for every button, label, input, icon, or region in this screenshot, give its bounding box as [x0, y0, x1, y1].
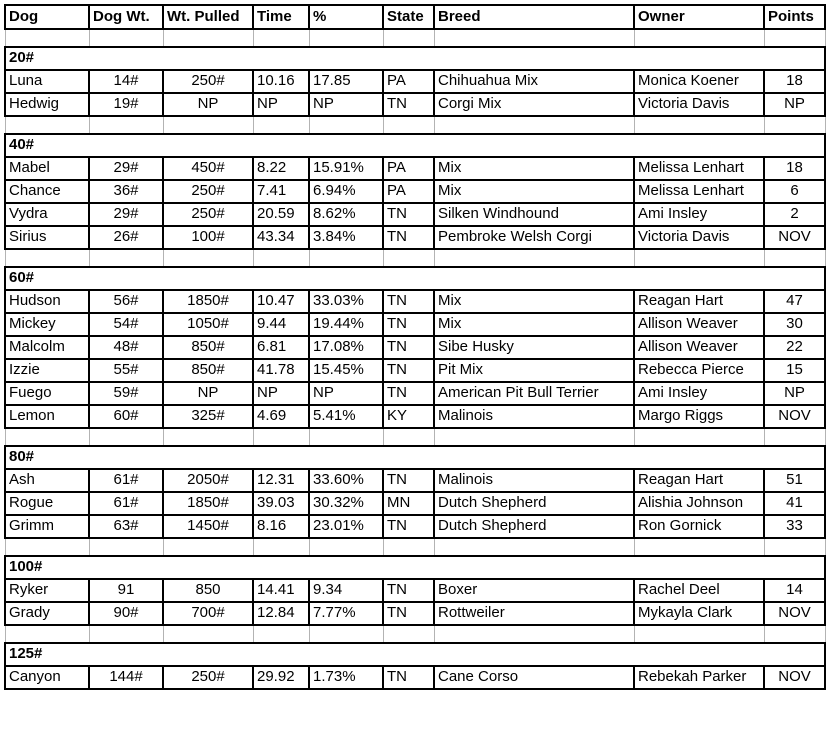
- table-row: [5, 93, 825, 116]
- spacer-cell: [89, 249, 163, 267]
- spacer-cell: [383, 538, 434, 556]
- table-cell: Ash: [5, 469, 89, 492]
- table-cell: Reagan Hart: [634, 290, 764, 313]
- spacer-cell: [383, 29, 434, 47]
- table-cell: Chance: [5, 180, 89, 203]
- table-cell: 9.44: [253, 313, 309, 336]
- spacer-cell: [5, 538, 89, 556]
- table-cell: NOV: [764, 666, 825, 689]
- spacer-cell: [5, 116, 89, 134]
- table-row: [5, 203, 825, 226]
- table-cell: 5.41%: [309, 405, 383, 428]
- table-cell: Victoria Davis: [634, 93, 764, 116]
- column-header-points: Points: [764, 5, 825, 29]
- spacer-cell: [634, 625, 764, 643]
- spacer-cell: [5, 625, 89, 643]
- table-cell: 250#: [163, 180, 253, 203]
- table-cell: Rebecca Pierce: [634, 359, 764, 382]
- table-cell: Sibe Husky: [434, 336, 634, 359]
- table-cell: NOV: [764, 602, 825, 625]
- table-cell: 15.91%: [309, 157, 383, 180]
- table-cell: Rogue: [5, 492, 89, 515]
- table-cell: 61#: [89, 469, 163, 492]
- table-cell: Monica Koener: [634, 70, 764, 93]
- weight-class-row: [5, 47, 825, 70]
- spacer-cell: [253, 625, 309, 643]
- table-cell: 7.41: [253, 180, 309, 203]
- spacer-cell: [634, 428, 764, 446]
- header-row: [5, 5, 825, 29]
- table-cell: 41: [764, 492, 825, 515]
- weight-class-row: [5, 556, 825, 579]
- table-cell: PA: [383, 180, 434, 203]
- weight-class-label: 125#: [5, 643, 825, 666]
- column-header-dog-weight: Dog Wt.: [89, 5, 163, 29]
- table-cell: 250#: [163, 666, 253, 689]
- spacer-cell: [163, 428, 253, 446]
- column-header-state: State: [383, 5, 434, 29]
- spacer-cell: [5, 428, 89, 446]
- results-table: [4, 4, 826, 690]
- table-cell: Rebekah Parker: [634, 666, 764, 689]
- weight-class-row: [5, 643, 825, 666]
- table-row: [5, 226, 825, 249]
- table-cell: 33.03%: [309, 290, 383, 313]
- table-row: [5, 405, 825, 428]
- table-cell: 2: [764, 203, 825, 226]
- table-cell: Melissa Lenhart: [634, 157, 764, 180]
- table-cell: Pembroke Welsh Corgi: [434, 226, 634, 249]
- spacer-cell: [309, 428, 383, 446]
- table-cell: 26#: [89, 226, 163, 249]
- table-row: [5, 157, 825, 180]
- table-cell: 19.44%: [309, 313, 383, 336]
- table-cell: 61#: [89, 492, 163, 515]
- spacer-cell: [634, 538, 764, 556]
- table-cell: 250#: [163, 70, 253, 93]
- spacer-row: [5, 428, 825, 446]
- table-cell: Victoria Davis: [634, 226, 764, 249]
- table-cell: 90#: [89, 602, 163, 625]
- table-cell: Canyon: [5, 666, 89, 689]
- spacer-cell: [309, 538, 383, 556]
- table-row: [5, 313, 825, 336]
- table-cell: Malinois: [434, 469, 634, 492]
- spacer-cell: [764, 29, 825, 47]
- table-cell: PA: [383, 70, 434, 93]
- table-cell: 450#: [163, 157, 253, 180]
- table-cell: 6.94%: [309, 180, 383, 203]
- spacer-cell: [309, 625, 383, 643]
- spacer-cell: [253, 428, 309, 446]
- table-cell: Chihuahua Mix: [434, 70, 634, 93]
- table-cell: 36#: [89, 180, 163, 203]
- table-cell: TN: [383, 226, 434, 249]
- table-row: [5, 579, 825, 602]
- spacer-cell: [89, 428, 163, 446]
- table-cell: 10.47: [253, 290, 309, 313]
- table-cell: Sirius: [5, 226, 89, 249]
- table-cell: Vydra: [5, 203, 89, 226]
- spacer-cell: [764, 538, 825, 556]
- spacer-row: [5, 29, 825, 47]
- spacer-cell: [163, 116, 253, 134]
- table-cell: TN: [383, 93, 434, 116]
- table-cell: Hedwig: [5, 93, 89, 116]
- table-cell: 43.34: [253, 226, 309, 249]
- table-cell: PA: [383, 157, 434, 180]
- spacer-cell: [253, 116, 309, 134]
- table-cell: 60#: [89, 405, 163, 428]
- weight-class-label: 40#: [5, 134, 825, 157]
- table-cell: TN: [383, 469, 434, 492]
- table-cell: 850#: [163, 359, 253, 382]
- table-cell: 33.60%: [309, 469, 383, 492]
- table-cell: MN: [383, 492, 434, 515]
- table-cell: 4.69: [253, 405, 309, 428]
- spacer-cell: [309, 29, 383, 47]
- table-cell: TN: [383, 290, 434, 313]
- spacer-cell: [383, 428, 434, 446]
- table-cell: Alishia Johnson: [634, 492, 764, 515]
- spacer-cell: [309, 116, 383, 134]
- table-cell: Cane Corso: [434, 666, 634, 689]
- table-cell: Mabel: [5, 157, 89, 180]
- results-table-body: [5, 29, 825, 689]
- weight-class-label: 60#: [5, 267, 825, 290]
- table-cell: Allison Weaver: [634, 336, 764, 359]
- table-cell: NP: [253, 382, 309, 405]
- table-cell: TN: [383, 203, 434, 226]
- spacer-cell: [634, 116, 764, 134]
- table-cell: Ryker: [5, 579, 89, 602]
- table-cell: 63#: [89, 515, 163, 538]
- table-cell: 8.62%: [309, 203, 383, 226]
- table-row: [5, 180, 825, 203]
- table-cell: Dutch Shepherd: [434, 492, 634, 515]
- table-cell: 325#: [163, 405, 253, 428]
- column-header-breed: Breed: [434, 5, 634, 29]
- table-cell: 17.85: [309, 70, 383, 93]
- column-header-dog: Dog: [5, 5, 89, 29]
- table-cell: 51: [764, 469, 825, 492]
- table-cell: TN: [383, 382, 434, 405]
- table-cell: KY: [383, 405, 434, 428]
- spacer-cell: [764, 428, 825, 446]
- table-cell: TN: [383, 666, 434, 689]
- spacer-cell: [163, 538, 253, 556]
- table-cell: TN: [383, 359, 434, 382]
- table-cell: 850: [163, 579, 253, 602]
- table-cell: American Pit Bull Terrier: [434, 382, 634, 405]
- table-row: [5, 336, 825, 359]
- spacer-cell: [163, 625, 253, 643]
- table-cell: Mix: [434, 290, 634, 313]
- table-cell: Mix: [434, 313, 634, 336]
- table-cell: 39.03: [253, 492, 309, 515]
- table-cell: 12.31: [253, 469, 309, 492]
- table-cell: Luna: [5, 70, 89, 93]
- spacer-cell: [163, 249, 253, 267]
- table-cell: NP: [253, 93, 309, 116]
- table-cell: 10.16: [253, 70, 309, 93]
- table-cell: Rottweiler: [434, 602, 634, 625]
- table-cell: 8.16: [253, 515, 309, 538]
- table-cell: NOV: [764, 405, 825, 428]
- spacer-cell: [383, 625, 434, 643]
- table-cell: TN: [383, 336, 434, 359]
- column-header-time: Time: [253, 5, 309, 29]
- table-cell: 20.59: [253, 203, 309, 226]
- spacer-cell: [89, 116, 163, 134]
- table-cell: 48#: [89, 336, 163, 359]
- spacer-cell: [434, 29, 634, 47]
- spacer-cell: [5, 29, 89, 47]
- table-cell: TN: [383, 515, 434, 538]
- table-cell: 14.41: [253, 579, 309, 602]
- table-cell: 7.77%: [309, 602, 383, 625]
- table-cell: Reagan Hart: [634, 469, 764, 492]
- table-cell: 1850#: [163, 290, 253, 313]
- table-cell: Malcolm: [5, 336, 89, 359]
- table-cell: 1.73%: [309, 666, 383, 689]
- table-cell: 144#: [89, 666, 163, 689]
- table-row: [5, 492, 825, 515]
- weight-class-label: 20#: [5, 47, 825, 70]
- spacer-cell: [434, 249, 634, 267]
- spacer-cell: [764, 116, 825, 134]
- table-row: [5, 602, 825, 625]
- table-cell: 6: [764, 180, 825, 203]
- table-cell: 17.08%: [309, 336, 383, 359]
- table-cell: Margo Riggs: [634, 405, 764, 428]
- weight-class-label: 100#: [5, 556, 825, 579]
- table-cell: 850#: [163, 336, 253, 359]
- table-cell: 100#: [163, 226, 253, 249]
- table-cell: 55#: [89, 359, 163, 382]
- table-cell: 29.92: [253, 666, 309, 689]
- table-cell: Rachel Deel: [634, 579, 764, 602]
- spacer-cell: [309, 249, 383, 267]
- table-cell: Mix: [434, 157, 634, 180]
- table-cell: 18: [764, 70, 825, 93]
- table-cell: NP: [764, 93, 825, 116]
- table-cell: TN: [383, 602, 434, 625]
- table-row: [5, 469, 825, 492]
- table-cell: Allison Weaver: [634, 313, 764, 336]
- table-cell: 9.34: [309, 579, 383, 602]
- spacer-cell: [89, 625, 163, 643]
- spacer-row: [5, 625, 825, 643]
- table-cell: 22: [764, 336, 825, 359]
- spacer-cell: [253, 249, 309, 267]
- table-cell: 1450#: [163, 515, 253, 538]
- spacer-cell: [253, 538, 309, 556]
- table-cell: 3.84%: [309, 226, 383, 249]
- weight-class-row: [5, 134, 825, 157]
- table-row: [5, 666, 825, 689]
- table-cell: Mickey: [5, 313, 89, 336]
- table-cell: Grimm: [5, 515, 89, 538]
- spacer-cell: [434, 625, 634, 643]
- table-cell: 41.78: [253, 359, 309, 382]
- table-cell: Malinois: [434, 405, 634, 428]
- spacer-cell: [163, 29, 253, 47]
- table-row: [5, 382, 825, 405]
- weight-class-label: 80#: [5, 446, 825, 469]
- table-cell: 33: [764, 515, 825, 538]
- table-cell: 14: [764, 579, 825, 602]
- table-cell: NP: [309, 382, 383, 405]
- table-cell: 15: [764, 359, 825, 382]
- spacer-cell: [89, 29, 163, 47]
- table-cell: 2050#: [163, 469, 253, 492]
- spacer-cell: [434, 428, 634, 446]
- column-header-weight-pulled: Wt. Pulled: [163, 5, 253, 29]
- table-header: [5, 5, 825, 29]
- table-cell: Boxer: [434, 579, 634, 602]
- table-cell: Lemon: [5, 405, 89, 428]
- table-cell: Corgi Mix: [434, 93, 634, 116]
- table-cell: TN: [383, 579, 434, 602]
- table-cell: 18: [764, 157, 825, 180]
- table-cell: Pit Mix: [434, 359, 634, 382]
- table-row: [5, 359, 825, 382]
- spacer-cell: [764, 249, 825, 267]
- table-cell: 1850#: [163, 492, 253, 515]
- table-cell: 700#: [163, 602, 253, 625]
- table-cell: Mix: [434, 180, 634, 203]
- table-cell: Grady: [5, 602, 89, 625]
- spacer-row: [5, 249, 825, 267]
- table-cell: 14#: [89, 70, 163, 93]
- spacer-cell: [383, 116, 434, 134]
- table-cell: 23.01%: [309, 515, 383, 538]
- table-cell: 250#: [163, 203, 253, 226]
- weight-class-row: [5, 446, 825, 469]
- table-cell: Hudson: [5, 290, 89, 313]
- table-row: [5, 290, 825, 313]
- table-cell: 47: [764, 290, 825, 313]
- table-cell: NP: [163, 382, 253, 405]
- table-cell: 54#: [89, 313, 163, 336]
- table-cell: Ami Insley: [634, 203, 764, 226]
- table-cell: 91: [89, 579, 163, 602]
- table-cell: 1050#: [163, 313, 253, 336]
- table-cell: 59#: [89, 382, 163, 405]
- column-header-owner: Owner: [634, 5, 764, 29]
- column-header-percent: %: [309, 5, 383, 29]
- table-row: [5, 515, 825, 538]
- spacer-row: [5, 538, 825, 556]
- table-cell: NP: [163, 93, 253, 116]
- table-cell: 6.81: [253, 336, 309, 359]
- spacer-cell: [634, 29, 764, 47]
- table-cell: Fuego: [5, 382, 89, 405]
- spacer-cell: [634, 249, 764, 267]
- table-cell: 30.32%: [309, 492, 383, 515]
- table-cell: 29#: [89, 203, 163, 226]
- table-cell: NOV: [764, 226, 825, 249]
- table-cell: TN: [383, 313, 434, 336]
- spacer-cell: [5, 249, 89, 267]
- spacer-cell: [89, 538, 163, 556]
- table-row: [5, 70, 825, 93]
- weight-class-row: [5, 267, 825, 290]
- table-cell: Izzie: [5, 359, 89, 382]
- table-cell: Ami Insley: [634, 382, 764, 405]
- table-cell: 56#: [89, 290, 163, 313]
- table-cell: NP: [309, 93, 383, 116]
- spacer-cell: [253, 29, 309, 47]
- spacer-cell: [434, 116, 634, 134]
- table-cell: NP: [764, 382, 825, 405]
- table-cell: Dutch Shepherd: [434, 515, 634, 538]
- table-cell: Melissa Lenhart: [634, 180, 764, 203]
- spacer-cell: [764, 625, 825, 643]
- table-cell: Silken Windhound: [434, 203, 634, 226]
- spacer-row: [5, 116, 825, 134]
- table-cell: Ron Gornick: [634, 515, 764, 538]
- table-cell: 29#: [89, 157, 163, 180]
- table-cell: 30: [764, 313, 825, 336]
- table-cell: Mykayla Clark: [634, 602, 764, 625]
- spacer-cell: [383, 249, 434, 267]
- table-cell: 15.45%: [309, 359, 383, 382]
- table-cell: 8.22: [253, 157, 309, 180]
- table-cell: 19#: [89, 93, 163, 116]
- spacer-cell: [434, 538, 634, 556]
- table-cell: 12.84: [253, 602, 309, 625]
